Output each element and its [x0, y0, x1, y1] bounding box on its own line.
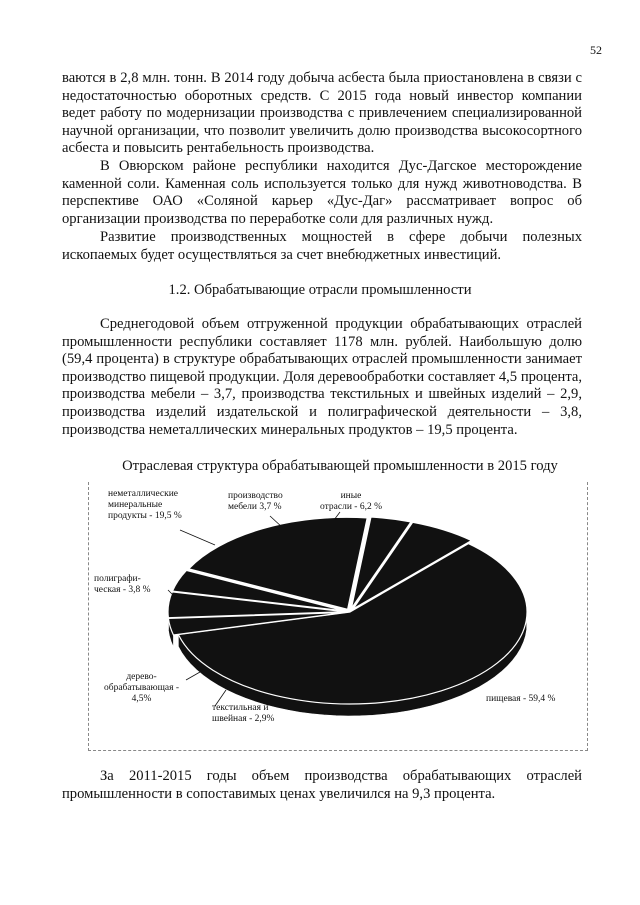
label-minerals-line1: неметаллические — [108, 489, 179, 499]
label-minerals-line3: продукты - 19,5 % — [108, 511, 182, 521]
leader-line-minerals — [180, 530, 215, 545]
paragraph-asbestos: ваются в 2,8 млн. тонн. В 2014 году добыча асбеста была приостановлена в связи с недостаточностью оборотных средств. С 2015 года новый инвестор компании ведет работу по модернизации производства с привлечением специализированной научной организации, что позволит увеличить долю производства высокосортного асбеста и повысить рентабельность производства. — [62, 70, 582, 157]
label-food: пищевая - 59,4 % — [486, 694, 556, 704]
label-other-line1: иные — [340, 491, 362, 501]
label-textile-line1: текстильная и — [212, 703, 269, 713]
label-furniture-line1: производство — [228, 491, 283, 501]
label-wood-line1: дерево- — [126, 672, 157, 682]
paragraph-manufacturing: Среднегодовой объем отгруженной продукции обрабатывающих отраслей промышленности республики составляет 1178 млн. рублей. Наибольшую долю (59,4 процента) в структуре обрабатывающих отраслей промышленности занимает производство пищевой продукции. Доля деревообработки составляет 4,5 процента, производства мебели – 3,7, производства текстильных и швейных изделий – 2,9, производства изделий издательской и полиграфической деятельности – 3,8, производства неметаллических минеральных продуктов – 19,5 процента. — [62, 316, 582, 438]
leader-line-wood — [186, 672, 200, 680]
chart-title: Отраслевая структура обрабатывающей промышленности в 2015 году — [122, 458, 558, 474]
label-textile-line2: швейная - 2,9% — [212, 714, 275, 724]
label-other-line2: отрасли - 6,2 % — [320, 502, 382, 512]
label-furniture — [228, 491, 283, 513]
label-other — [320, 491, 382, 513]
label-printing — [94, 574, 151, 596]
label-printing-line2: ческая - 3,8 % — [94, 585, 151, 595]
section-heading: 1.2. Обрабатывающие отрасли промышленности — [168, 282, 472, 298]
paragraph-growth: За 2011-2015 годы объем производства обрабатывающих отраслей промышленности в сопоставимых ценах увеличился на 9,3 процента. — [62, 768, 582, 802]
label-printing-line1: полиграфи- — [94, 574, 141, 584]
label-wood-line3: 4,5% — [131, 694, 152, 704]
paragraph-investments: Развитие производственных мощностей в сфере добычи полезных ископаемых будет осуществляться за счет внебюджетных инвестиций. — [62, 229, 582, 263]
label-textile — [212, 703, 274, 725]
label-minerals — [108, 489, 182, 522]
label-minerals-line2: минеральные — [108, 500, 163, 510]
label-furniture-line2: мебели 3,7 % — [228, 502, 282, 512]
label-wood-line2: обрабатывающая - — [104, 683, 180, 693]
page-number: 52 — [590, 43, 602, 57]
label-wood — [104, 672, 179, 705]
paragraph-salt: В Овюрском районе республики находится Дус-Дагское месторождение каменной соли. Каменная соль используется только для нужд животноводства. В перспективе ОАО «Соляной карьер «Дус-Даг» рассматривает вопрос об организации производства по переработке соли для различных нужд. — [62, 158, 582, 227]
